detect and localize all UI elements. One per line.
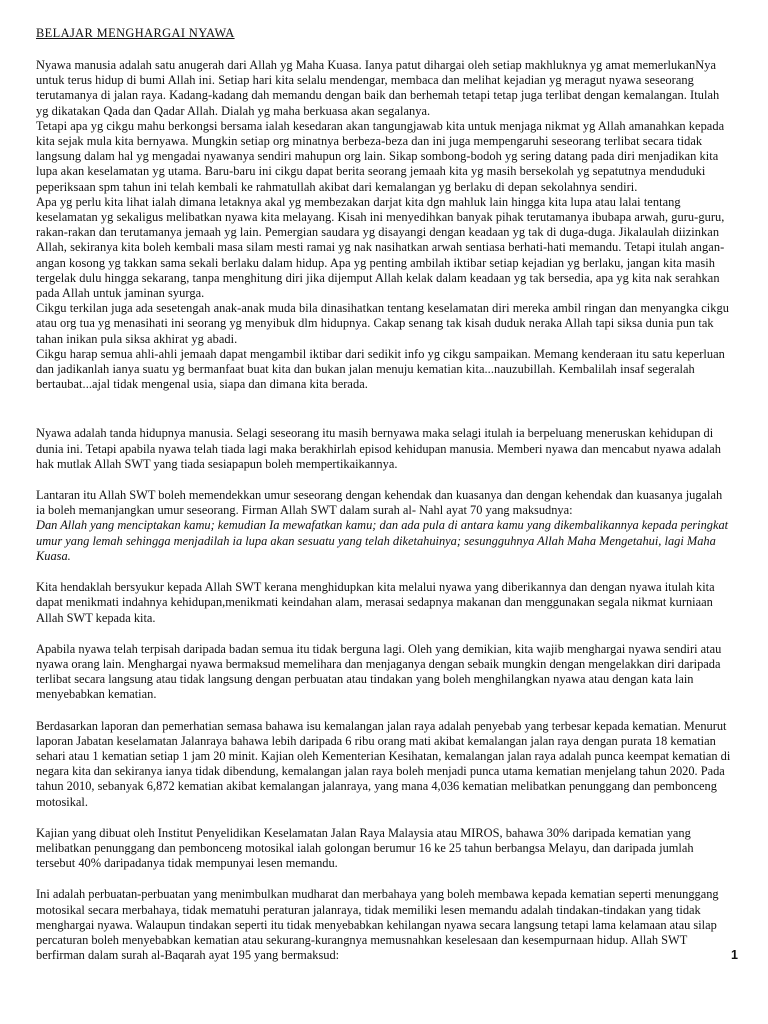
- body-paragraph-text: Lantaran itu Allah SWT boleh memendekkan umur seseorang dengan kehendak dan kuasanya dan dengan kehendak dan kuasanya jugalah ia boleh memanjangkan umur seseorang. Firman Allah SWT dalam surah al- Nahl ayat 70 yang maksudnya:: [36, 488, 723, 518]
- document-title: BELAJAR MENGHARGAI NYAWA: [36, 26, 235, 40]
- body-paragraph: Apabila nyawa telah terpisah daripada badan semua itu tidak berguna lagi. Oleh yang demikian, kita wajib menghargai nyawa sendiri atau nyawa orang lain. Menghargai nyawa bermaksud memelihara dan menjaganya dengan sebaik mungkin dengan mengelakkan diri daripada terlibat secara langsung atau tidak langsung dengan perbuatan atau tindakan yang boleh menghilangkan nyawa atau dengan kata lain menyebabkan kematian.: [36, 641, 722, 702]
- body-paragraph: Ini adalah perbuatan-perbuatan yang menimbulkan mudharat dan merbahaya yang boleh membawa kepada kematian seperti menunggang motosikal secara merbahaya, tidak mematuhi peraturan jalanraya, tidak memiliki lesen memandu adalah tindakan-tindakan yang tidak menghargai nyawa. Walaupun tindakan seperti itu tidak menyebabkan kehilangan nyawa secara langsung tetapi lama kelamaan atau silap percaturan boleh menyebabkan kematian atau sekurang-kurangnya memusnahkan keselesaan dan kesempurnaan hidup. Allah SWT berfirman dalam surah al-Baqarah ayat 195 yang bermaksud:: [36, 887, 719, 963]
- body-paragraph-with-quote: [36, 488, 734, 564]
- intro-section: [36, 58, 734, 392]
- intro-paragraph: Tetapi apa yg cikgu mahu berkongsi bersama ialah kesedaran akan tangungjawab kita untuk menjaga nikmat yg Allah amanahkan kepada kita sejak mula kita bernyawa. Mungkin setiap org minatnya berbeza-beza dan ini juga mempengaruhi seseorang terlibat secara tidak langsung dalam hal yg mengadai nyawanya sendiri mahupun org lain. Sikap sombong-bodoh yg sering datang pada diri menjadikan kita lupa akan keselamatan yg utama. Baru-baru ini cikgu dapat berita seorang jemaah kita yg masih bersekolah yg sepatutnya menduduki peperiksaan spm tahun ini telah kembali ke rahmatullah akibat dari kemalangan yg berlaku di depan sekolahnya sendiri.: [36, 118, 725, 194]
- body-paragraph: Nyawa adalah tanda hidupnya manusia. Selagi seseorang itu masih bernyawa maka selagi itulah ia berpeluang meneruskan kehidupan di dunia ini. Tetapi apabila nyawa telah tiada lagi maka berakhirlah episod kehidupan manusia. Memberi nyawa dan mencabut nyawa adalah hak mutlak Allah SWT yang tiada sesiapapun boleh mempertikaikannya.: [36, 426, 721, 471]
- intro-paragraph: Apa yg perlu kita lihat ialah dimana letaknya akal yg membezakan darjat kita dgn mahluk lain hingga kita lupa atau lalai tentang keselamatan yg sekaligus melibatkan nyawa kita melayang. Kisah ini menyedihkan banyak pihak terutamanya ibubapa arwah, guru-guru, rakan-rakan dan terutamanya jemaah yg lain. Pemergian saudara yg disayangi dengan keadaan yg tak di duga-duga. Jikalaulah diizinkan Allah, sekiranya kita boleh kembali masa silam mesti ramai yg nak nasihatkan arwah sentiasa berhati-hati memandu. Tetapi itulah angan-angan kosong yg takkan sama sekali berlaku dalam hidup. Apa yg penting ambilah iktibar setiap kejadian yg berlaku, jangan kita masih tergelak dulu hingga sekarang, tanpa menghitung diri jika dijemput Allah kelak dalam keadaan yg tak bersedia, apa yg kita nak serahkan pada Allah untuk jaminan syurga.: [36, 194, 725, 301]
- page-number: 1: [731, 948, 738, 962]
- intro-paragraph: Cikgu terkilan juga ada sesetengah anak-anak muda bila dinasihatkan tentang keselamatan diri mereka ambil ringan dan menyangka cikgu atau org tua yg menasihati ini seorang yg menyibuk dlm hidupnya. Cakap senang tak kisah duduk neraka Allah tapi siksa dunia pun tak tahan inikan pula siksa akhirat yg abadi.: [36, 301, 730, 346]
- body-section: [36, 426, 734, 963]
- intro-paragraph: Cikgu harap semua ahli-ahli jemaah dapat mengambil iktibar dari sedikit info yg cikgu sampaikan. Memang kenderaan itu satu keperluan dan jadikanlah ianya suatu yg bermanfaat buat kita dan bukan jalan menuju kematian kita...nauzubillah. Kembalilah insaf segeralah bertaubat...ajal tidak mengenal usia, siapa dan dimana kita berada.: [36, 346, 725, 392]
- body-paragraph: Kita hendaklah bersyukur kepada Allah SWT kerana menghidupkan kita melalui nyawa yang diberikannya dan dengan nyawa itulah kita dapat menikmati indahnya kehidupan,menikmati keindahan alam, merasai sedapnya makanan dan menggunakan segala nikmat kurniaan Allah SWT kepada kita.: [36, 580, 715, 625]
- intro-paragraph: Nyawa manusia adalah satu anugerah dari Allah yg Maha Kuasa. Ianya patut dihargai oleh setiap makhluknya yg amat memerlukanNya untuk terus hidup di bumi Allah ini. Setiap hari kita selalu mendengar, membaca dan melihat kejadian yg meragut nyawa seseorang terutamanya di jalan raya. Kadang-kadang dah memandu dengan baik dan berhemah tetapi tetap juga terlibat dengan kemalangan. Itulah yg dikatakan Qada dan Qadar Allah. Dialah yg maha berkuasa akan segalanya.: [36, 58, 720, 118]
- body-paragraph: Kajian yang dibuat oleh Institut Penyelidikan Keselamatan Jalan Raya Malaysia atau MIROS, bahawa 30% daripada kematian yang melibatkan penunggang dan pembonceng motosikal ialah golongan berumur 16 ke 25 tahun berbangsa Melayu, dan daripada jumlah tersebut 40% daripadanya tidak mempunyai lesen memandu.: [36, 825, 694, 871]
- quran-quote: Dan Allah yang menciptakan kamu; kemudian Ia mewafatkan kamu; dan ada pula di antara kamu yang dikembalikannya kepada peringkat umur yang lemah sehingga menjadilah ia lupa akan sesuatu yang telah diketahuinya; sesungguhnya Allah Maha Mengetahui, lagi Maha Kuasa.: [36, 518, 729, 563]
- body-paragraph: Berdasarkan laporan dan pemerhatian semasa bahawa isu kemalangan jalan raya adalah penyebab yang terbesar kepada kematian. Menurut laporan Jabatan keselamatan Jalanraya bahawa lebih daripada 6 ribu orang mati akibat kemalangan jalan raya dengan purata 18 kematian sehari atau 1 kematian setiap 1 jam 20 minit. Kajian oleh Kementerian Kesihatan, kemalangan jalan raya adalah punca keempat kematian di negara kita dan sekiranya ianya tidak dibendung, kemalangan jalan raya boleh menjadi punca utama kematian menjelang tahun 2020. Pada tahun 2010, sebanyak 6,872 kematian akibat kemalangan jalanraya, yang mana 4,036 kematian melibatkan penunggang dan pembonceng motosikal.: [36, 718, 731, 809]
